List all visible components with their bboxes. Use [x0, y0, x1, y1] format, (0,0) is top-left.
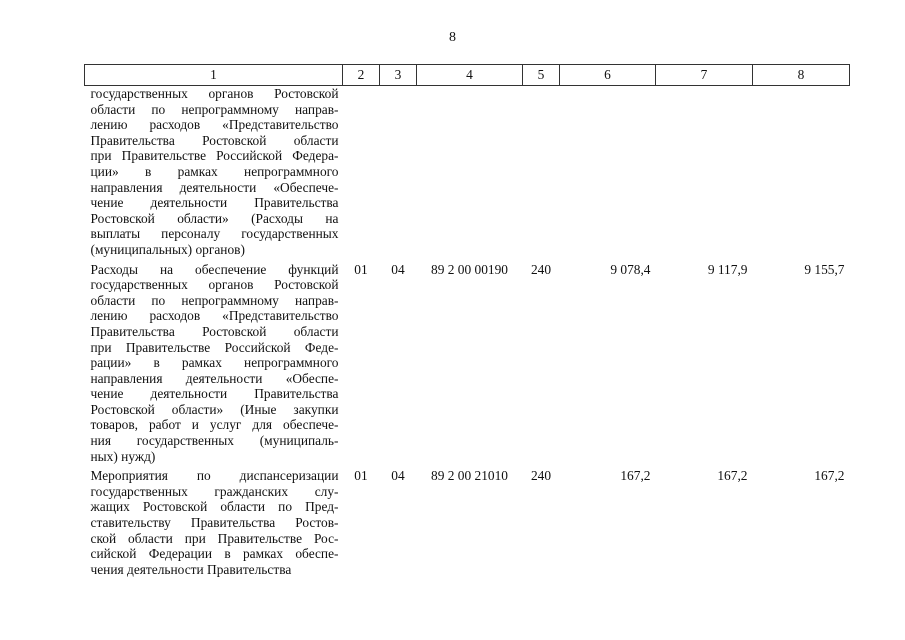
budget-table	[84, 64, 850, 581]
description-line: (муниципальных) органов)	[90, 241, 245, 257]
subsection-code: 04	[391, 261, 405, 277]
amount-year-2	[656, 86, 753, 262]
column-header: 3	[380, 65, 417, 86]
description-line: лению расходов «Представительство	[90, 117, 339, 133]
section-code: 01	[354, 468, 368, 484]
amount-year-2: 9 117,9	[707, 261, 748, 277]
target-article-code: 89 2 00 21010	[431, 468, 508, 484]
description-line: при Правительстве Российской Федера-	[90, 148, 339, 164]
target-article-code	[417, 86, 523, 262]
description-line: Правительства Ростовской области	[90, 132, 339, 148]
target-article-code: 89 2 00 00190	[431, 261, 508, 277]
description-line: государственных органов Ростовской	[90, 277, 339, 293]
column-header: 6	[560, 65, 656, 86]
description-line: государственных гражданских слу-	[90, 483, 339, 499]
expense-type-code: 240	[530, 261, 552, 277]
subsection-code: 04	[391, 468, 405, 484]
subsection-code	[380, 86, 417, 262]
description-line: ции» в рамках непрограммного	[90, 163, 339, 179]
expense-type-code	[523, 86, 560, 262]
amount-year-3: 9 155,7	[804, 261, 845, 277]
description-line: ской области при Правительстве Рос-	[90, 530, 339, 546]
section-code	[343, 86, 380, 262]
description-line: Мероприятия по диспансеризации	[90, 468, 339, 484]
description-line: выплаты персоналу государственных	[90, 226, 339, 242]
table-row	[85, 86, 850, 262]
expense-description	[85, 262, 343, 469]
description-line: направления деятельности «Обеспе-	[90, 370, 339, 386]
description-line: жащих Ростовской области по Пред-	[90, 499, 339, 515]
amount-year-1	[560, 86, 656, 262]
description-line: Правительства Ростовской области	[90, 323, 339, 339]
table-body	[85, 86, 850, 582]
amount-year-3	[753, 86, 850, 262]
column-header: 1	[85, 65, 343, 86]
description-line: государственных органов Ростовской	[90, 86, 339, 101]
amount-year-2: 167,2	[717, 468, 748, 484]
amount-year-1: 167,2	[620, 468, 651, 484]
description-line: области по непрограммному направ-	[90, 101, 339, 117]
column-header: 8	[753, 65, 850, 86]
description-line: ставительству Правительства Ростов-	[90, 515, 339, 531]
amount-year-1: 9 078,4	[610, 261, 651, 277]
expense-type-code: 240	[530, 468, 552, 484]
description-line: чения деятельности Правительства	[90, 561, 292, 577]
page-number: 8	[449, 30, 456, 45]
description-line: Ростовской области» (Иные закупки	[90, 401, 339, 417]
description-line: ных) нужд)	[90, 448, 156, 464]
table-row	[85, 262, 850, 469]
description-line: чение деятельности Правительства	[90, 195, 339, 211]
section-code: 01	[354, 261, 368, 277]
description-line: ния государственных (муниципаль-	[90, 433, 339, 449]
table-row	[85, 468, 850, 581]
expense-description	[85, 86, 343, 262]
expense-description	[85, 468, 343, 581]
description-line: рации» в рамках непрограммного	[90, 355, 339, 371]
description-line: Ростовской области» (Расходы на	[90, 210, 339, 226]
description-line: лению расходов «Представительство	[90, 308, 339, 324]
column-number-header-row	[85, 65, 850, 86]
column-header: 7	[656, 65, 753, 86]
column-header: 5	[523, 65, 560, 86]
column-header: 2	[343, 65, 380, 86]
amount-year-3: 167,2	[814, 468, 845, 484]
description-line: товаров, работ и услуг для обеспече-	[90, 417, 339, 433]
description-line: при Правительстве Российской Феде-	[90, 339, 339, 355]
description-line: области по непрограммному направ-	[90, 292, 339, 308]
description-line: чение деятельности Правительства	[90, 386, 339, 402]
description-line: направления деятельности «Обеспече-	[90, 179, 339, 195]
description-line: сийской Федерации в рамках обеспе-	[90, 546, 339, 562]
column-header: 4	[417, 65, 523, 86]
description-line: Расходы на обеспечение функций	[90, 261, 339, 277]
